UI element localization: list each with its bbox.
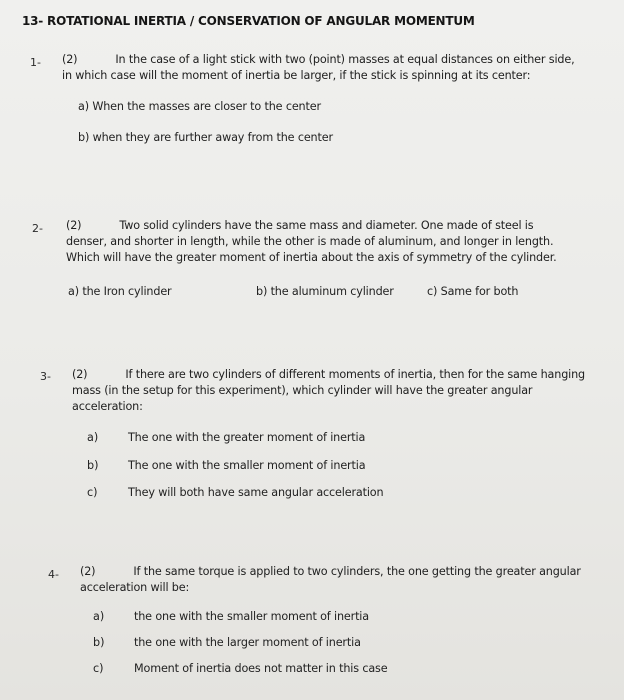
question-3-option-c-letter[interactable]: c) — [87, 486, 98, 499]
question-3-option-b-letter[interactable]: b) — [87, 459, 99, 472]
question-4-option-b-letter[interactable]: b) — [93, 636, 105, 649]
question-3-option-b-text[interactable]: The one with the smaller moment of inertia — [128, 459, 366, 472]
question-4-option-c-letter[interactable]: c) — [93, 662, 104, 675]
question-2-option-a[interactable]: a) the Iron cylinder — [68, 285, 172, 298]
question-3-points: (2) — [72, 368, 88, 381]
question-2-option-c[interactable]: c) Same for both — [427, 285, 519, 298]
question-3-line-1: If there are two cylinders of different moments of inertia, then for the same hanging — [125, 368, 586, 381]
question-2-number: 2- — [32, 222, 43, 235]
question-1-number: 1- — [30, 56, 41, 69]
question-2-line-1: Two solid cylinders have the same mass and diameter. One made of steel is — [119, 219, 534, 232]
question-4-line-2: acceleration will be: — [80, 581, 190, 594]
question-2-line-3: Which will have the greater moment of inertia about the axis of symmetry of the cylinder. — [66, 251, 557, 264]
question-3-number: 3- — [40, 370, 51, 383]
question-4-number: 4- — [48, 568, 59, 581]
question-1-option-a[interactable]: a) When the masses are closer to the center — [78, 100, 321, 113]
question-3-option-a-letter[interactable]: a) — [87, 431, 99, 444]
question-2-text — [66, 218, 616, 266]
question-3-option-c-text[interactable]: They will both have same angular acceleration — [128, 486, 384, 499]
question-1-line-1: In the case of a light stick with two (point) masses at equal distances on either side, — [115, 53, 575, 66]
question-3-text — [72, 367, 617, 415]
question-1-text — [62, 52, 614, 84]
question-1-points: (2) — [62, 53, 78, 66]
question-4-option-a-letter[interactable]: a) — [93, 610, 105, 623]
question-4-line-1: If the same torque is applied to two cylinders, the one getting the greater angular — [133, 565, 581, 578]
question-2-line-2: denser, and shorter in length, while the other is made of aluminum, and longer in length. — [66, 235, 554, 248]
question-1-line-2: in which case will the moment of inertia be larger, if the stick is spinning at its center: — [62, 69, 531, 82]
question-2-option-b[interactable]: b) the aluminum cylinder — [256, 285, 394, 298]
page-title: 13- ROTATIONAL INERTIA / CONSERVATION OF ANGULAR MOMENTUM — [22, 14, 475, 28]
question-4-text — [80, 564, 620, 596]
question-4-points: (2) — [80, 565, 96, 578]
question-4-option-b-text[interactable]: the one with the larger moment of inertia — [134, 636, 361, 649]
question-3-option-a-text[interactable]: The one with the greater moment of inertia — [128, 431, 366, 444]
question-3-line-2: mass (in the setup for this experiment), which cylinder will have the greater angular — [72, 384, 533, 397]
question-2-points: (2) — [66, 219, 82, 232]
question-1-option-b[interactable]: b) when they are further away from the center — [78, 131, 333, 144]
question-4-option-a-text[interactable]: the one with the smaller moment of inertia — [134, 610, 369, 623]
question-3-line-3: acceleration: — [72, 400, 143, 413]
question-4-option-c-text[interactable]: Moment of inertia does not matter in this case — [134, 662, 388, 675]
